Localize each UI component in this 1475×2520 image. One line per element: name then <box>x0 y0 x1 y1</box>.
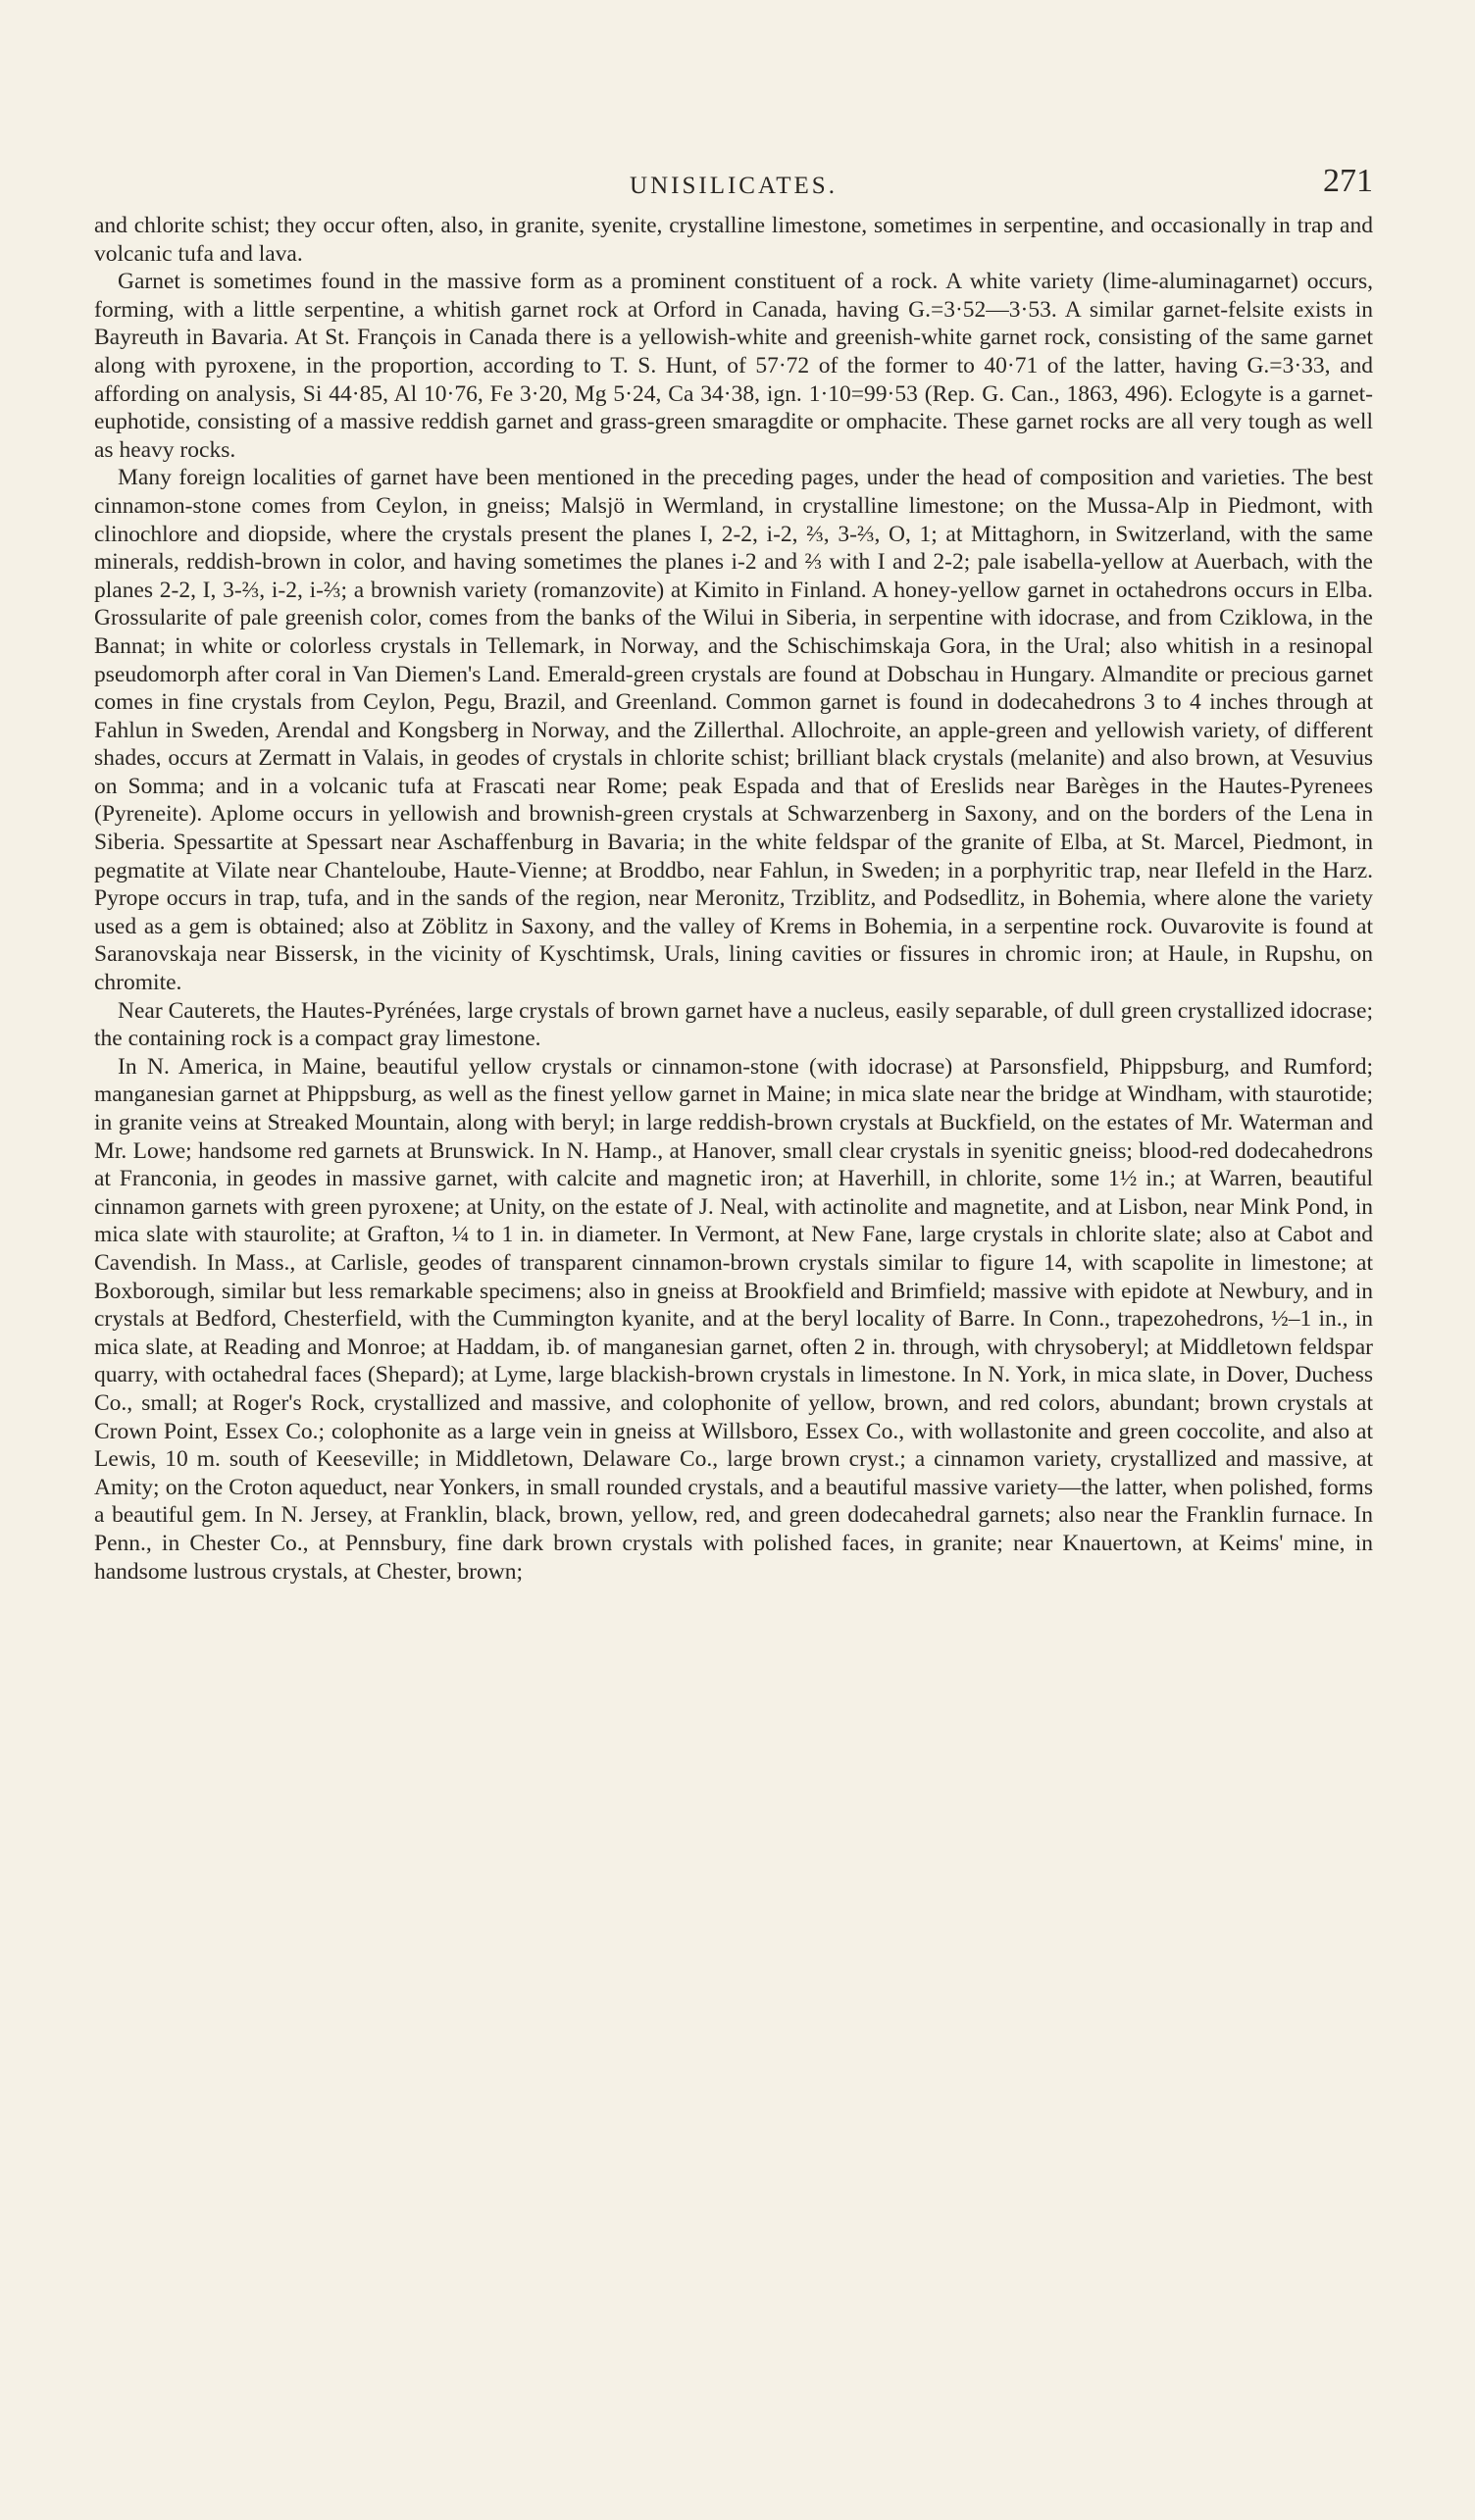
paragraph: Many foreign localities of garnet have been mentioned in the preceding pages, under the head of composition and varieties. The best cinnamon-stone comes from Ceylon, in gneiss; Malsjö in Wermland, in crystalline limestone; on the Mussa-Alp in Piedmont, with clinochlore and diopside, where the crystals present the planes I, 2-2, i-2, ⅔, 3-⅔, O, 1; at Mittaghorn, in Switzerland, with the same minerals, reddish-brown in color, and having sometimes the planes i-2 and ⅔ with I and 2-2; pale isabella-yellow at Auerbach, with the planes 2-2, I, 3-⅔, i-2, i-⅔; a brownish variety (romanzovite) at Kimito in Finland. A honey-yellow garnet in octahedrons occurs in Elba. Grossularite of pale greenish color, comes from the banks of the Wilui in Siberia, in serpentine with idocrase, and from Cziklowa, in the Bannat; in white or colorless crystals in Tellemark, in Norway, and the Schischimskaja Gora, in the Ural; also whitish in a resinopal pseudomorph after coral in Van Diemen's Land. Emerald-green crystals are found at Dobschau in Hungary. Almandite or precious garnet comes in fine crystals from Ceylon, Pegu, Brazil, and Greenland. Common garnet is found in dodecahedrons 3 to 4 inches through at Fahlun in Sweden, Arendal and Kongsberg in Norway, and the Zillerthal. Allochroite, an apple-green and yellowish variety, of different shades, occurs at Zermatt in Valais, in geodes of crystals in chlorite schist; brilliant black crystals (melanite) and also brown, at Vesuvius on Somma; and in a volcanic tufa at Frascati near Rome; peak Espada and that of Ereslids near Barèges in the Hautes-Pyrenees (Pyreneite). Aplome occurs in yellowish and brownish-green crystals at Schwarzenberg in Saxony, and on the borders of the Lena in Siberia. Spessartite at Spessart near Aschaffenburg in Bavaria; in the white feldspar of the granite of Elba, at St. Marcel, Piedmont, in pegmatite at Vilate near Chanteloube, Haute-Vienne; at Broddbo, near Fahlun, in Sweden; in a porphyritic trap, near Ilefeld in the Harz. Pyrope occurs in trap, tufa, and in the sands of the region, near Meronitz, Trziblitz, and Podsedlitz, in Bohemia, where alone the variety used as a gem is obtained; also at Zöblitz in Saxony, and the valley of Krems in Bohemia, in a serpentine rock. Ouvarovite is found at Saranovskaja near Bissersk, in the vicinity of Kyschtimsk, Urals, lining cavities or fissures in chromic iron; at Haule, in Rupshu, on chromite. <box>94 465 1373 996</box>
paragraph: Near Cauterets, the Hautes-Pyrénées, large crystals of brown garnet have a nucleus, easily separable, of dull green crystallized idocrase; the containing rock is a compact gray limestone. <box>94 997 1373 1052</box>
running-head: UNISILICATES. <box>630 173 838 199</box>
page-header <box>94 147 1373 206</box>
page-number: 271 <box>1323 163 1373 199</box>
paragraph: Garnet is sometimes found in the massive form as a prominent constituent of a rock. A white variety (lime-aluminagarnet) occurs, forming, with a little serpentine, a whitish garnet rock at Orford in Canada, having G.=3·52—3·53. A similar garnet-felsite exists in Bayreuth in Bavaria. At St. François in Canada there is a yellowish-white and greenish-white garnet rock, consisting of the same garnet along with pyroxene, in the proportion, according to T. S. Hunt, of 57·72 of the former to 40·71 of the latter, having G.=3·33, and affording on analysis, Si 44·85, Al 10·76, Fe 3·20, Mg 5·24, Ca 34·38, ign. 1·10=99·53 (Rep. G. Can., 1863, 496). Eclogyte is a garnet-euphotide, consisting of a massive reddish garnet and grass-green smaragdite or omphacite. These garnet rocks are all very tough as well as heavy rocks. <box>94 269 1373 463</box>
paragraph: and chlorite schist; they occur often, also, in granite, syenite, crystalline limestone, sometimes in serpentine, and occasionally in trap and volcanic tufa and lava. <box>94 213 1373 267</box>
paragraph: In N. America, in Maine, beautiful yellow crystals or cinnamon-stone (with idocrase) at Parsonsfield, Phippsburg, and Rumford; manganesian garnet at Phippsburg, as well as the finest yellow garnet in Maine; in mica slate near the bridge at Windham, with staurotide; in granite veins at Streaked Mountain, along with beryl; in large reddish-brown crystals at Buckfield, on the estates of Mr. Waterman and Mr. Lowe; handsome red garnets at Brunswick. In N. Hamp., at Hanover, small clear crystals in syenitic gneiss; blood-red dodecahedrons at Franconia, in geodes in massive garnet, with calcite and magnetic iron; at Haverhill, in chlorite, some 1½ in.; at Warren, beautiful cinnamon garnets with green pyroxene; at Unity, on the estate of J. Neal, with actinolite and magnetite, and at Lisbon, near Mink Pond, in mica slate with staurolite; at Grafton, ¼ to 1 in. in diameter. In Vermont, at New Fane, large crystals in chlorite slate; also at Cabot and Cavendish. In Mass., at Carlisle, geodes of transparent cinnamon-brown crystals similar to figure 14, with scapolite in limestone; at Boxborough, similar but less remarkable specimens; also in gneiss at Brookfield and Brimfield; massive with epidote at Newbury, and in crystals at Bedford, Chesterfield, with the Cummington kyanite, and at the beryl locality of Barre. In Conn., trapezohedrons, ½–1 in., in mica slate, at Reading and Monroe; at Haddam, ib. of manganesian garnet, often 2 in. through, with chrysoberyl; at Middletown feldspar quarry, with octahedral faces (Shepard); at Lyme, large blackish-brown crystals in limestone. In N. York, in mica slate, in Dover, Duchess Co., small; at Roger's Rock, crystallized and massive, and colophonite of yellow, brown, and red colors, abundant; brown crystals at Crown Point, Essex Co.; colophonite as a large vein in gneiss at Willsboro, Essex Co., with wollastonite and green coccolite, and also at Lewis, 10 m. south of Keeseville; in Middletown, Delaware Co., large brown cryst.; a cinnamon variety, crystallized and massive, at Amity; on the Croton aqueduct, near Yonkers, in small rounded crystals, and a beautiful massive variety—the latter, when polished, forms a beautiful gem. In N. Jersey, at Franklin, black, brown, yellow, red, and green dodecahedral garnets; also near the Franklin furnace. In Penn., in Chester Co., at Pennsbury, fine dark brown crystals with polished faces, in granite; near Knauertown, at Keims' mine, in handsome lustrous crystals, at Chester, brown; <box>94 1053 1373 1585</box>
body-text <box>94 212 1373 1586</box>
